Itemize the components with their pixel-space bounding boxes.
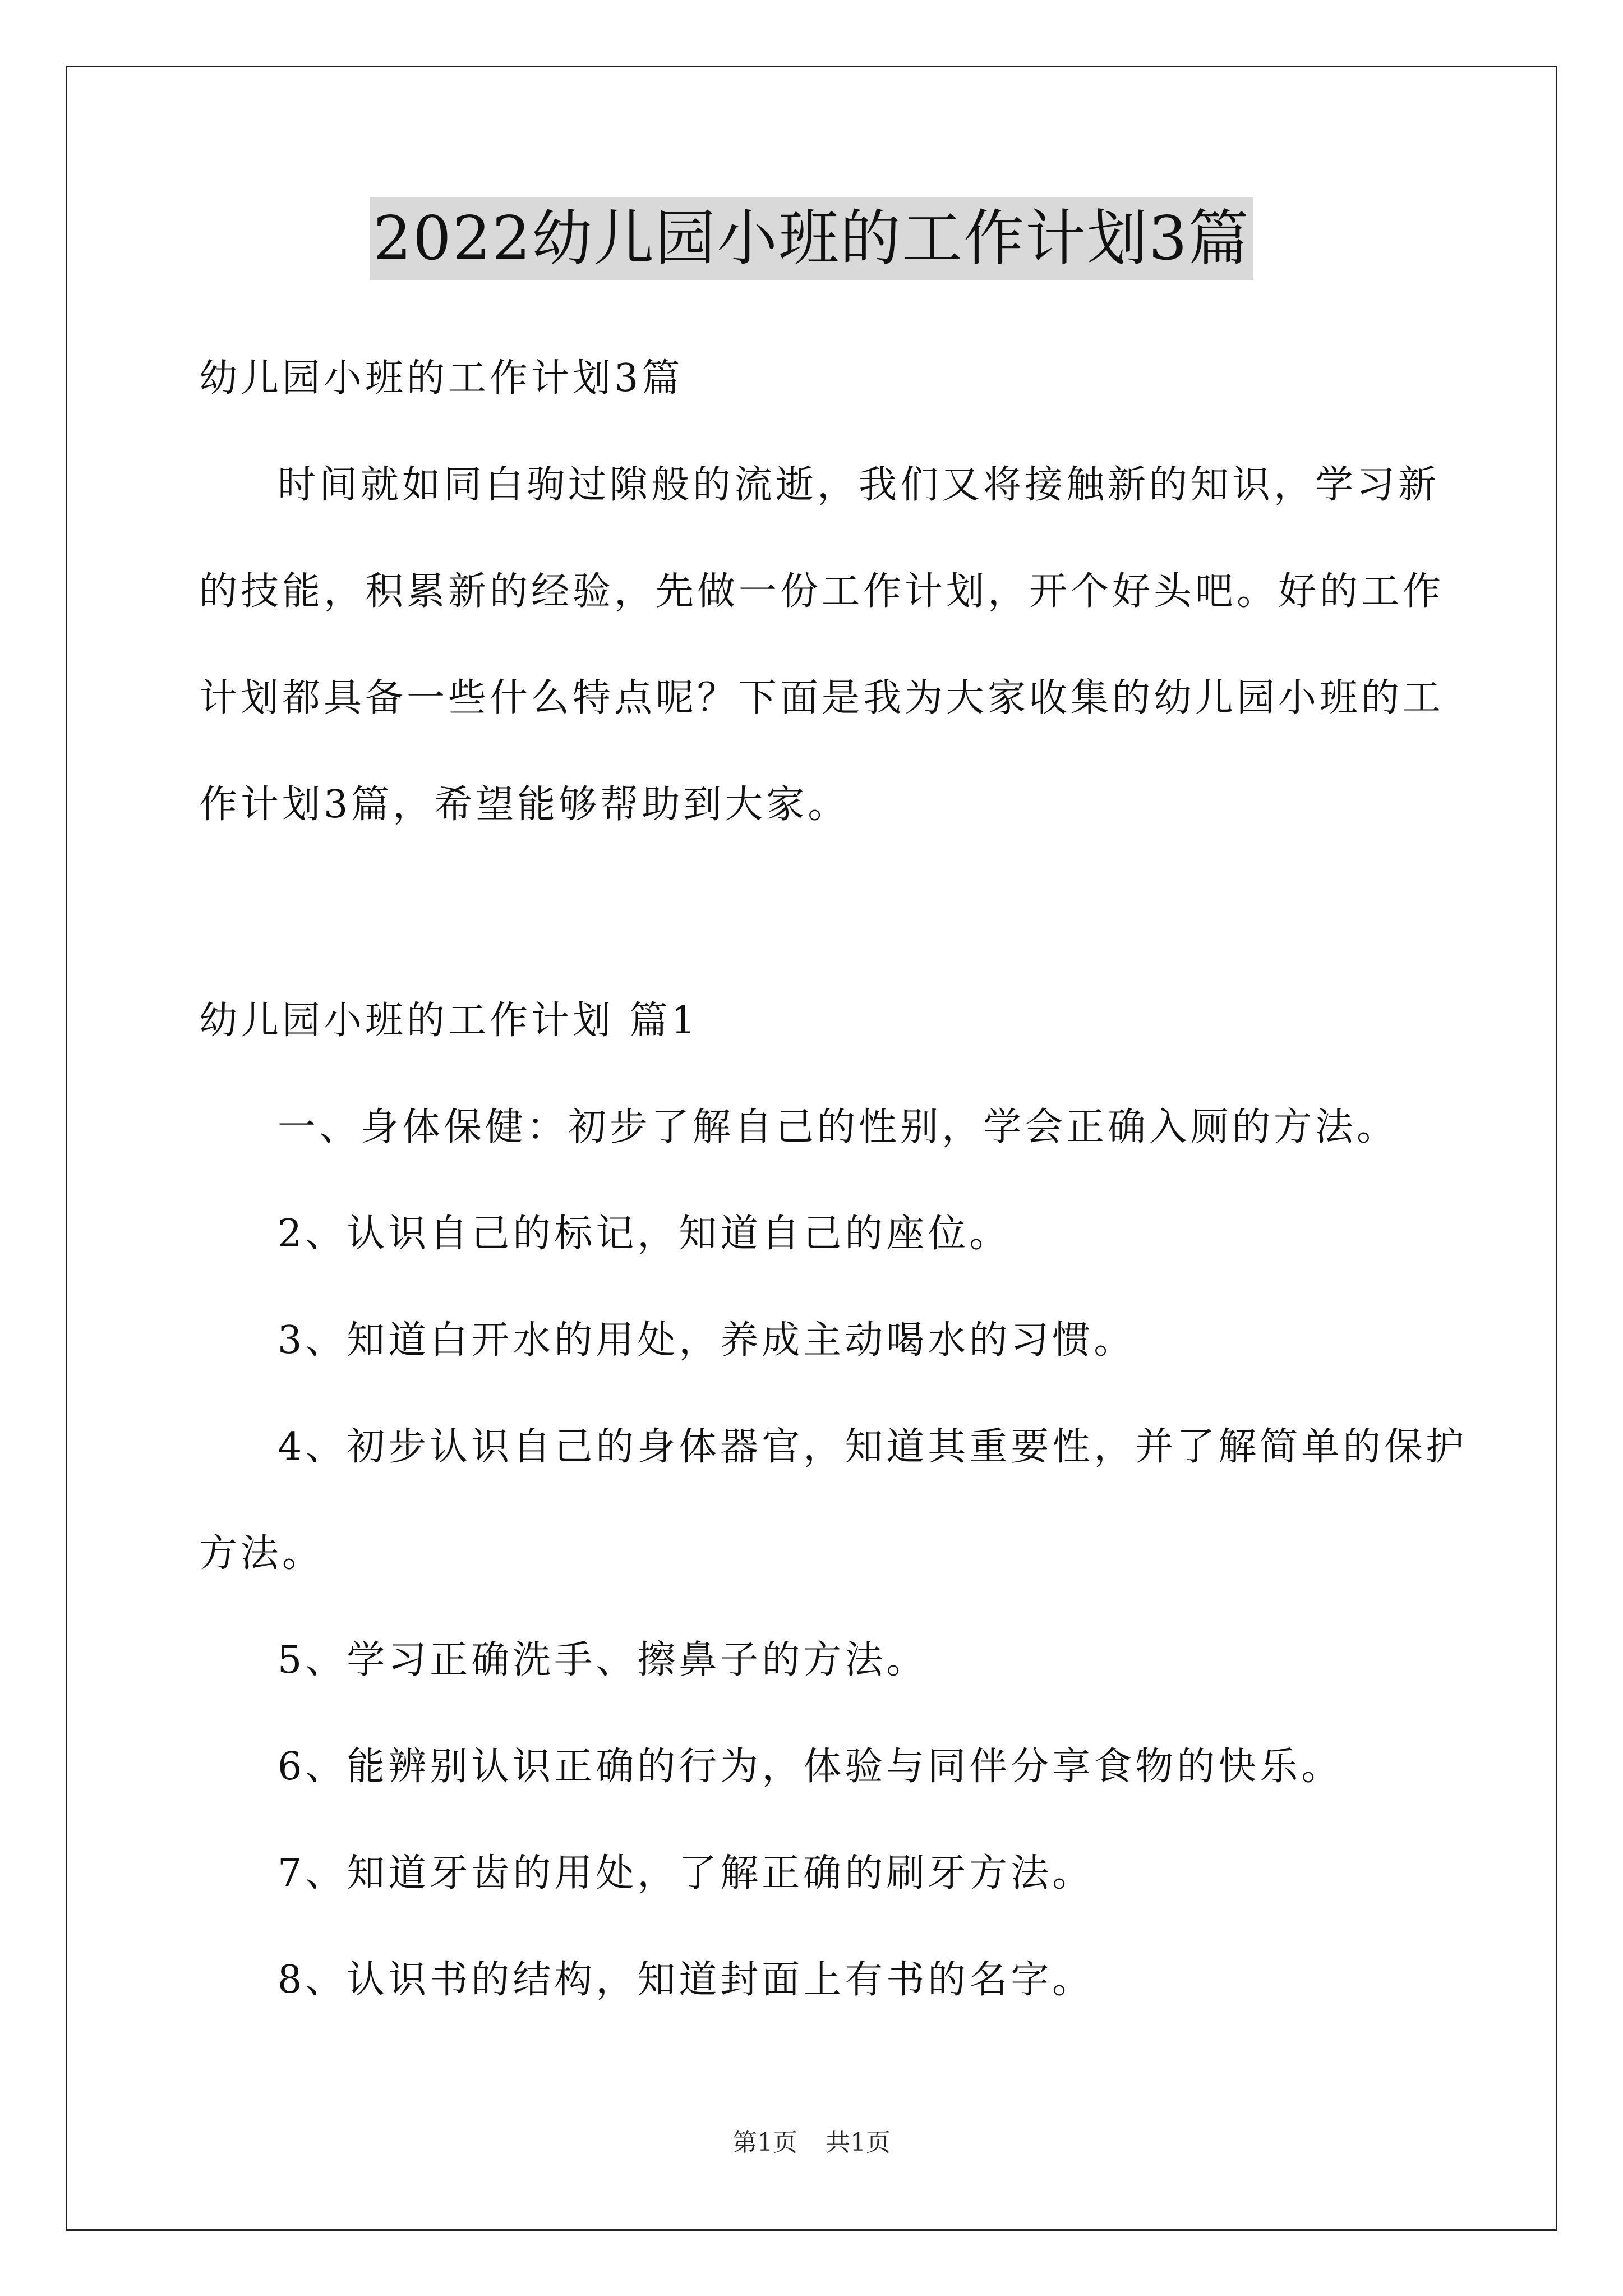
list-item: 8、认识书的结构，知道封面上有书的名字。 [278, 1958, 1094, 2002]
document-subtitle: 幼儿园小班的工作计划3篇 [199, 356, 684, 401]
list-item: 7、知道牙齿的用处，了解正确的刷牙方法。 [278, 1851, 1094, 1895]
title-container [0, 197, 1623, 280]
intro-line-3: 计划都具备一些什么特点呢？下面是我为大家收集的幼儿园小班的工 [199, 676, 1445, 720]
intro-line-2: 的技能，积累新的经验，先做一份工作计划，开个好头吧。好的工作 [199, 569, 1445, 614]
list-item: 4、初步认识自己的身体器官，知道其重要性，并了解简单的保护 [278, 1425, 1468, 1469]
list-item-continuation: 方法。 [199, 1531, 324, 1576]
document-title: 2022幼儿园小班的工作计划3篇 [370, 197, 1253, 280]
section-heading: 幼儿园小班的工作计划 篇1 [199, 999, 699, 1043]
list-item: 3、知道白开水的用处，养成主动喝水的习惯。 [278, 1318, 1136, 1363]
list-item: 5、学习正确洗手、擦鼻子的方法。 [278, 1638, 928, 1682]
list-item: 6、能辨别认识正确的行为，体验与同伴分享食物的快乐。 [278, 1745, 1343, 1789]
page-number: 第1页 [732, 2128, 797, 2157]
page-total: 共1页 [826, 2128, 891, 2157]
list-item: 2、认识自己的标记，知道自己的座位。 [278, 1212, 1011, 1256]
intro-line-1: 时间就如同白驹过隙般的流逝，我们又将接触新的知识，学习新 [278, 463, 1440, 507]
intro-line-4: 作计划3篇，希望能够帮助到大家。 [199, 783, 850, 827]
list-item: 一、身体保健：初步了解自己的性别，学会正确入厕的方法。 [278, 1105, 1399, 1149]
page-footer [0, 2126, 1623, 2160]
